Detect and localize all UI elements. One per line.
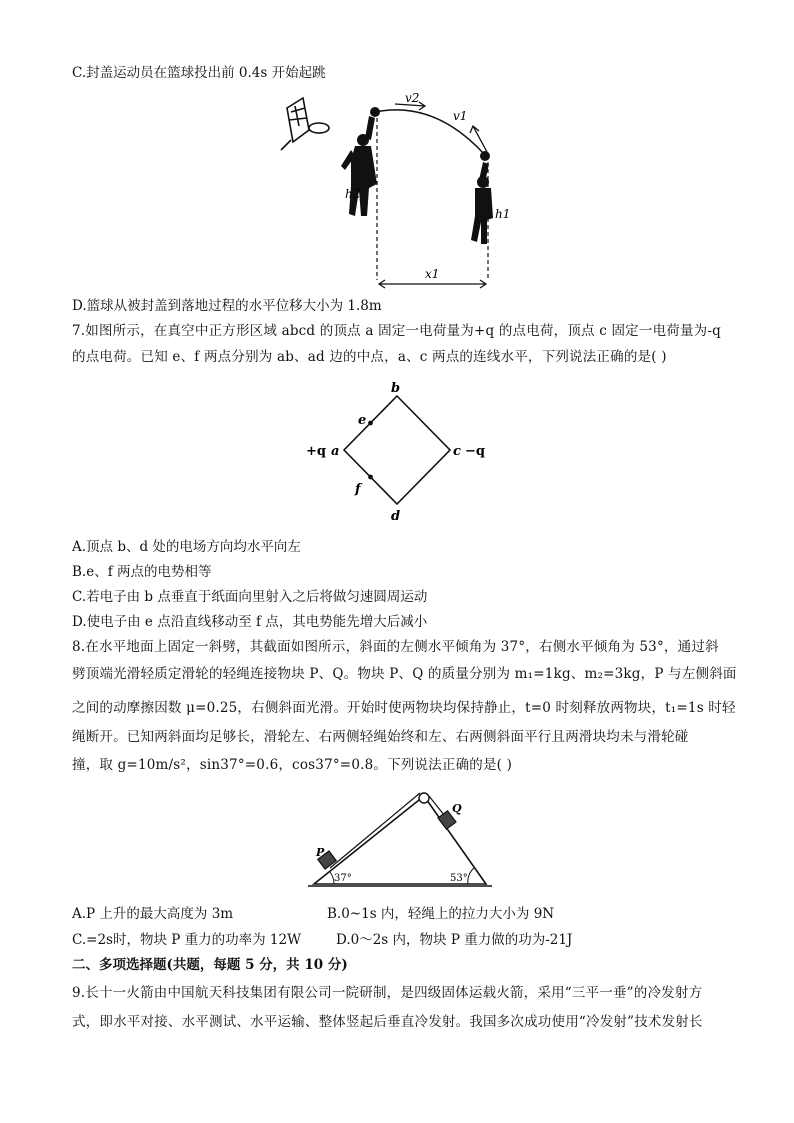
label-b: b <box>391 381 401 396</box>
q8-option-b: B.0~1s 内，轻绳上的拉力大小为 9N <box>327 906 555 922</box>
q8-stem-line1: 8.在水平地面上固定一斜劈，其截面如图所示，斜面的左侧水平倾角为 37°，右侧水平倾角为 53°，通过斜 <box>72 639 719 655</box>
ball-top-icon <box>370 107 380 117</box>
shooting-player-icon <box>471 162 493 244</box>
q7-option-d: D.使电子由 e 点沿直线移动至 f 点，其电势能先增大后减小 <box>72 614 428 630</box>
q6-option-c: C.封盖运动员在篮球投出前 0.4s 开始起跳 <box>72 65 326 81</box>
label-d: d <box>391 509 401 524</box>
q6-option-d: D.篮球从被封盖到落地过程的水平位移大小为 1.8m <box>72 298 382 314</box>
label-minus-q: −q <box>465 444 485 459</box>
angle-right-label: 53° <box>450 873 468 884</box>
blocking-player-icon <box>341 116 377 216</box>
q7-stem-line2: 的点电荷。已知 e、f 两点分别为 ab、ad 边的中点，a、c 两点的连线水平，下列说法正确的是( ) <box>72 349 667 365</box>
ball-right-icon <box>480 151 490 161</box>
h2-label: h2 <box>345 187 361 201</box>
q9-stem-line2: 式，即水平对接、水平测试、水平运输、整体竖起后垂直冷发射。我国多次成功使用“冷发射”技术发射长 <box>72 1014 703 1030</box>
rope-left <box>330 793 420 868</box>
q6-figure <box>265 90 515 295</box>
point-e-icon <box>368 421 373 426</box>
v1-label: v1 <box>453 109 468 123</box>
h1-label: h1 <box>495 207 511 221</box>
q8-figure <box>300 782 500 892</box>
q7-option-b: B.e、f 两点的电势相等 <box>72 564 212 580</box>
x1-dimension-arrow <box>379 280 486 288</box>
label-plus-q: +q <box>306 444 326 459</box>
label-c: c <box>453 444 461 459</box>
q7-option-a: A.顶点 b、d 处的电场方向均水平向左 <box>72 539 301 555</box>
q7-figure <box>300 378 500 528</box>
q8-stem-line5: 撞，取 g=10m/s²，sin37°=0.6，cos37°=0.8。下列说法正确的是( ) <box>72 757 513 773</box>
section-2-heading: 二、多项选择题(共题，每题 5 分，共 10 分) <box>72 957 348 973</box>
label-e: e <box>358 413 367 428</box>
q8-stem-line3: 之间的动摩擦因数 μ=0.25，右侧斜面光滑。开始时使两物块均保持静止，t=0 时刻释放两物块，t₁=1s 时轻 <box>72 700 736 716</box>
label-f: f <box>355 482 361 497</box>
v2-label: v2 <box>405 91 420 105</box>
ball-trajectory <box>375 110 485 155</box>
q8-option-c: C.=2s时，物块 P 重力的功率为 12W <box>72 932 301 948</box>
q8-option-d: D.0～2s 内，物块 P 重力做的功为-21J <box>336 932 573 948</box>
point-f-icon <box>368 475 373 480</box>
label-p: P <box>316 846 325 859</box>
x1-label: x1 <box>425 267 440 281</box>
q7-stem-line1: 7.如图所示，在真空中正方形区域 abcd 的顶点 a 固定一电荷量为+q 的点电荷，顶点 c 固定一电荷量为-q <box>72 323 721 339</box>
angle-arc-right <box>468 868 474 884</box>
pulley-icon <box>419 793 429 803</box>
q8-stem-line4: 绳断开。已知两斜面均足够长，滑轮左、右两侧轻绳始终和左、右两侧斜面平行且两滑块均未与滑轮碰 <box>72 729 689 745</box>
label-q: Q <box>452 802 462 815</box>
label-a: a <box>331 444 340 459</box>
basketball-hoop-icon <box>281 98 329 150</box>
q9-stem-line1: 9.长十一火箭由中国航天科技集团有限公司一院研制，是四级固体运载火箭，采用“三平一垂”的冷发射方 <box>72 985 703 1001</box>
q8-stem-line2: 劈顶端光滑轻质定滑轮的轻绳连接物块 P、Q。物块 P、Q 的质量分别为 m₁=1kg、m₂=3kg，P 与左侧斜面 <box>72 666 737 682</box>
angle-left-label: 37° <box>334 873 352 884</box>
q7-option-c: C.若电子由 b 点垂直于纸面向里射入之后将做匀速圆周运动 <box>72 589 428 605</box>
q8-option-a: A.P 上升的最大高度为 3m <box>72 906 234 922</box>
